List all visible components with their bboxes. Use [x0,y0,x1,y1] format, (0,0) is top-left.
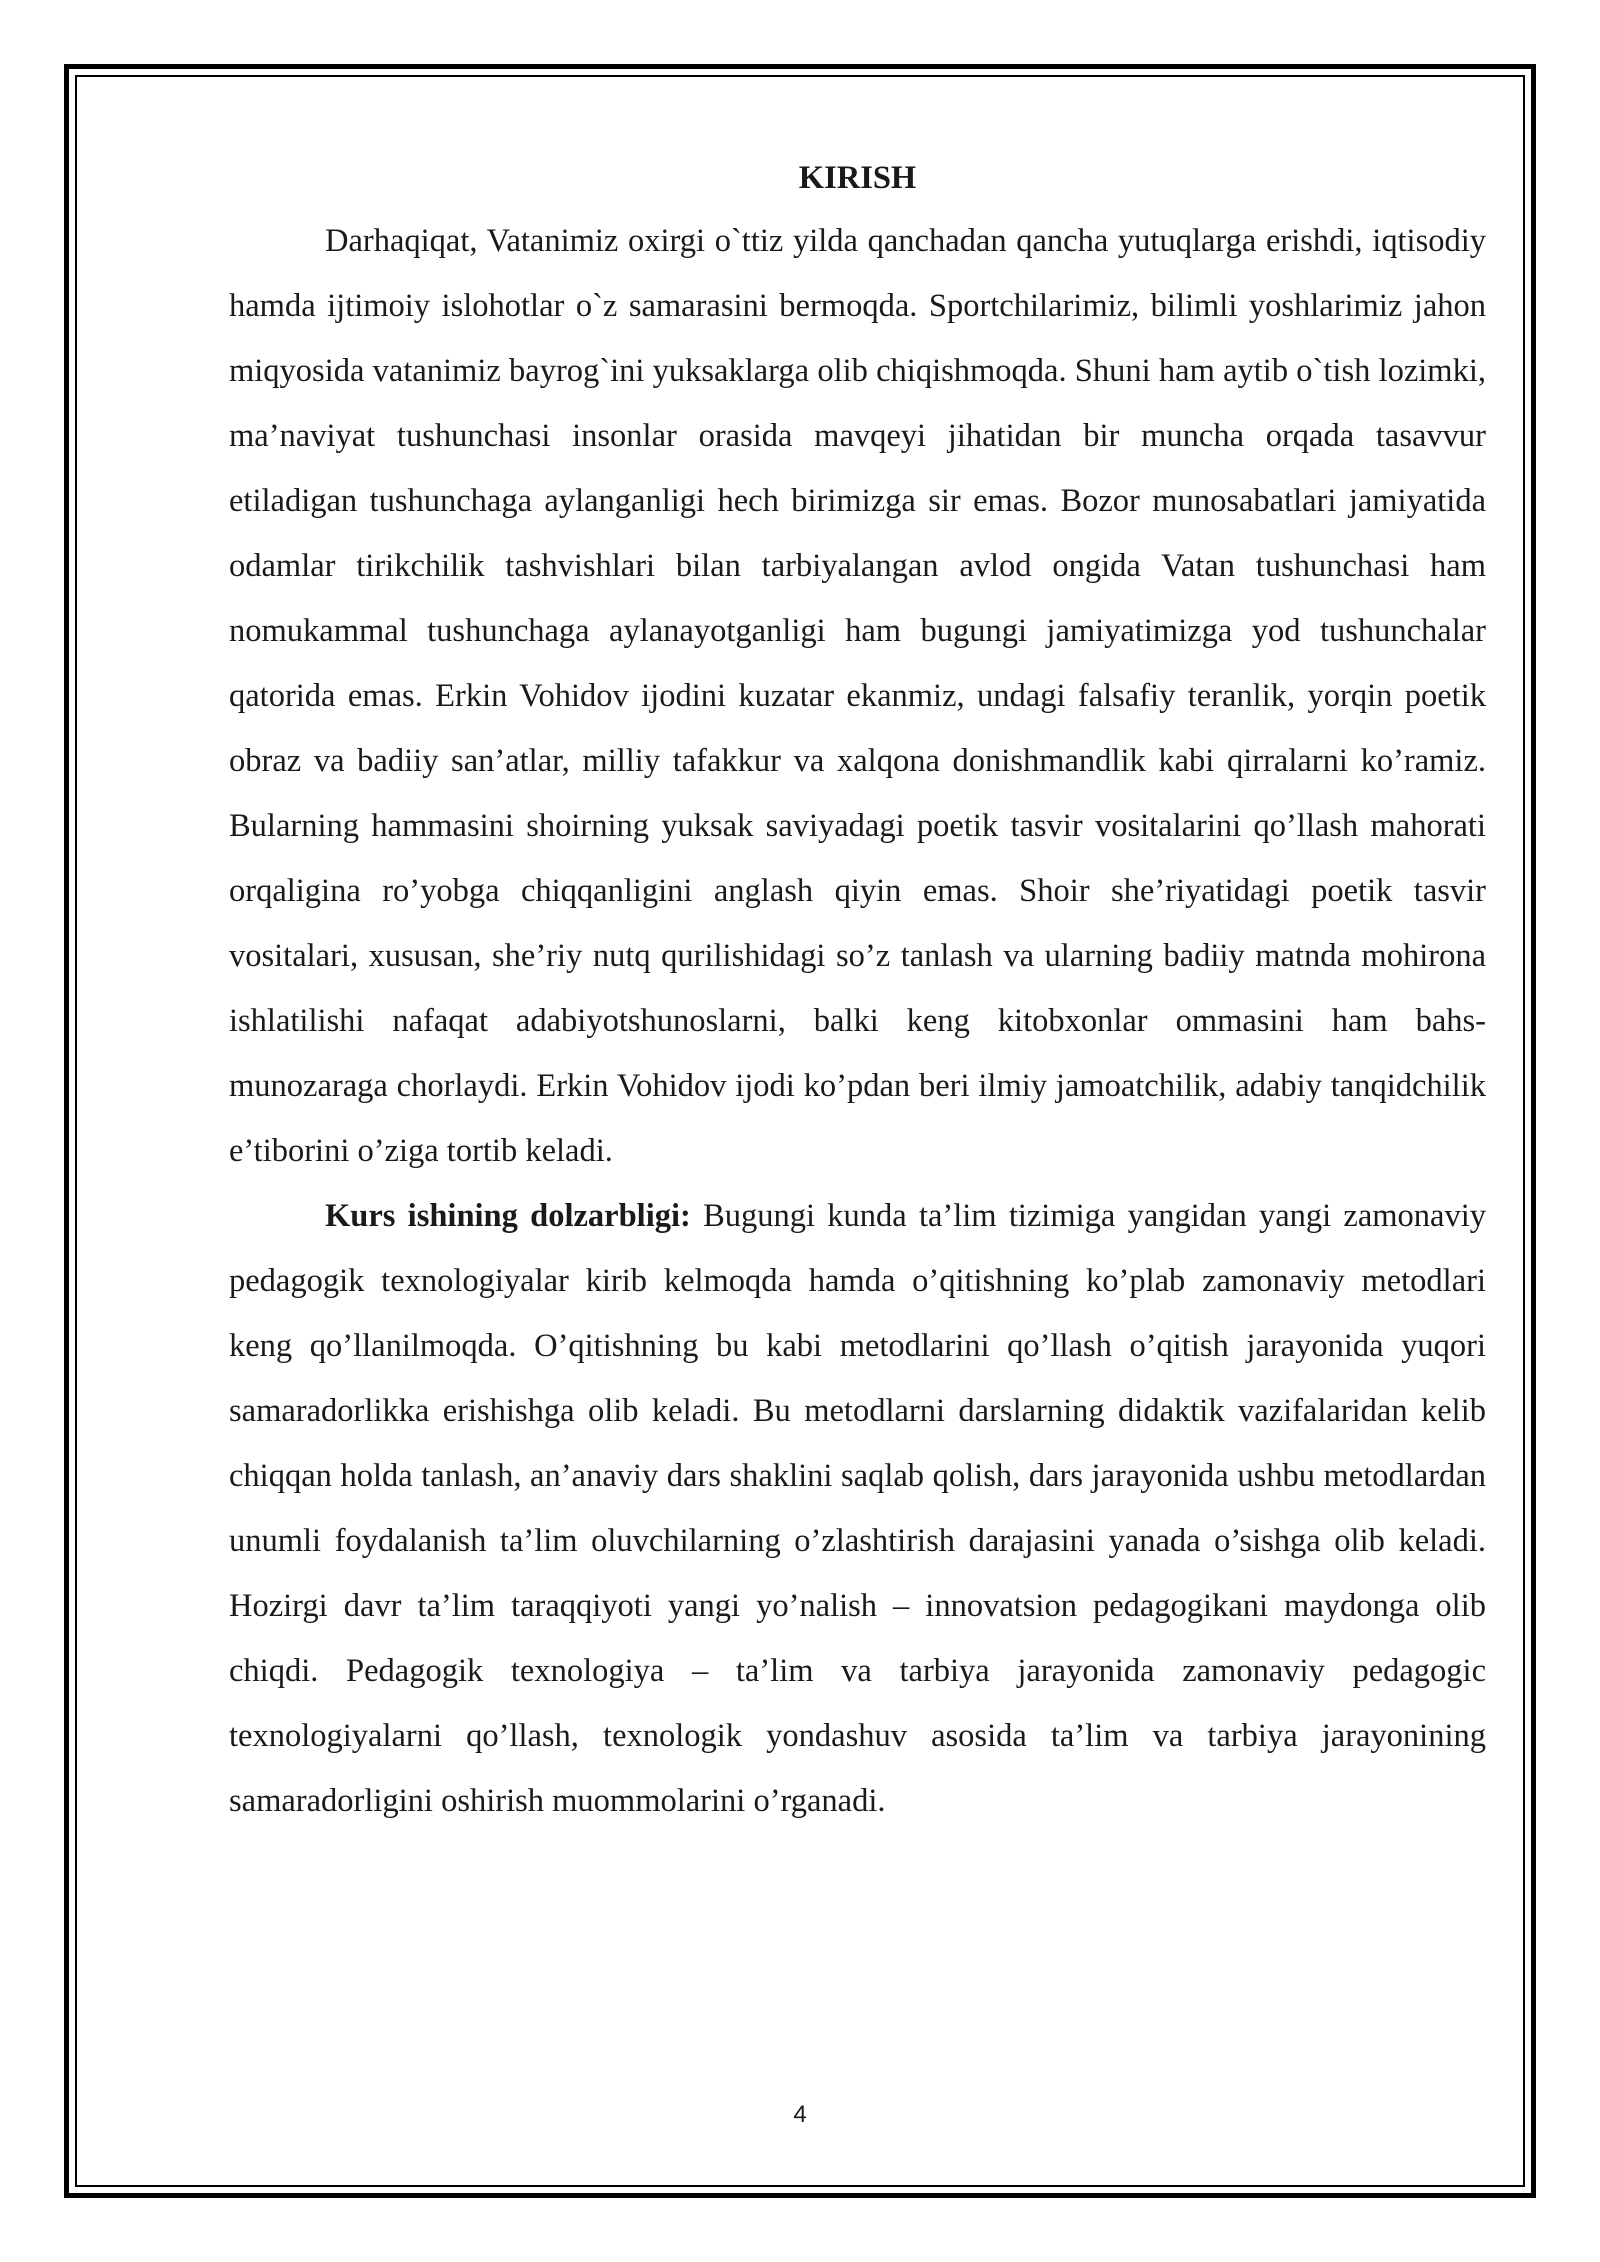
relevance-heading: Kurs ishining dolzarbligi: [325,1198,691,1234]
relevance-text: Bugungi kunda ta’lim tizimiga yangidan yangi zamonaviy pedagogik texnologiyalar kirib kelmoqda hamda o’qitishning ko’plab zamonaviy metodlari keng qo’llanilmoqda. O’qitishning bu kabi metodlarini qo’llash o’qitish jarayonida yuqori samaradorlikka erishishga olib keladi. Bu metodlarni darslarning didaktik vazifalaridan kelib chiqqan holda tanlash, an’anaviy dars shaklini saqlab qolish, dars jarayonida ushbu metodlardan unumli foydalanish ta’lim oluvchilarning o’zlashtirish darajasini yanada o’sishga olib keladi. Hozirgi davr ta’lim taraqqiyoti yangi yo’nalish – innovatsion pedagogikani maydonga olib chiqdi. Pedagogik texnologiya – ta’lim va tarbiya jarayonida zamonaviy pedagogic texnologiyalarni qo’llash, texnologik yondashuv asosida ta’lim va tarbiya jarayonining samaradorligini oshirish muommolarini o’rganadi. [229,1198,1486,1819]
page-number: 4 [793,2101,807,2128]
document-body [229,147,1486,1834]
paragraph-relevance [229,1184,1486,1834]
page-title: KIRISH [798,160,917,196]
paragraph-intro: Darhaqiqat, Vatanimiz oxirgi o`ttiz yilda qanchadan qancha yutuqlarga erishdi, iqtisodiy hamda ijtimoiy islohotlar o`z samarasini bermoqda. Sportchilarimiz, bilimli yoshlarimiz jahon miqyosida vatanimiz bayrog`ini yuksaklarga olib chiqishmoqda. Shuni ham aytib o`tish lozimki, ma’naviyat tushunchasi insonlar orasida mavqeyi jihatidan bir muncha orqada tasavvur etiladigan tushunchaga aylanganligi hech birimizga sir emas. Bozor munosabatlari jamiyatida odamlar tirikchilik tashvishlari bilan tarbiyalangan avlod ongida Vatan tushunchasi ham nomukammal tushunchaga aylanayotganligi ham bugungi jamiyatimizga yod tushunchalar qatorida emas. Erkin Vohidov ijodini kuzatar ekanmiz, undagi falsafiy teranlik, yorqin poetik obraz va badiiy san’atlar, milliy tafakkur va xalqona donishmandlik kabi qirralarni ko’ramiz. Bularning hammasini shoirning yuksak saviyadagi poetik tasvir vositalarini qo’llash mahorati orqaligina ro’yobga chiqqanligini anglash qiyin emas. Shoir she’riyatidagi poetik tasvir vositalari, xususan, she’riy nutq qurilishidagi so’z tanlash va ularning badiiy matnda mohirona ishlatilishi nafaqat adabiyotshunoslarni, balki keng kitobxonlar ommasini ham bahs-munozaraga chorlaydi. Erkin Vohidov ijodi ko’pdan beri ilmiy jamoatchilik, adabiy tanqidchilik e’tiborini o’ziga tortib keladi. [229,223,1486,1169]
